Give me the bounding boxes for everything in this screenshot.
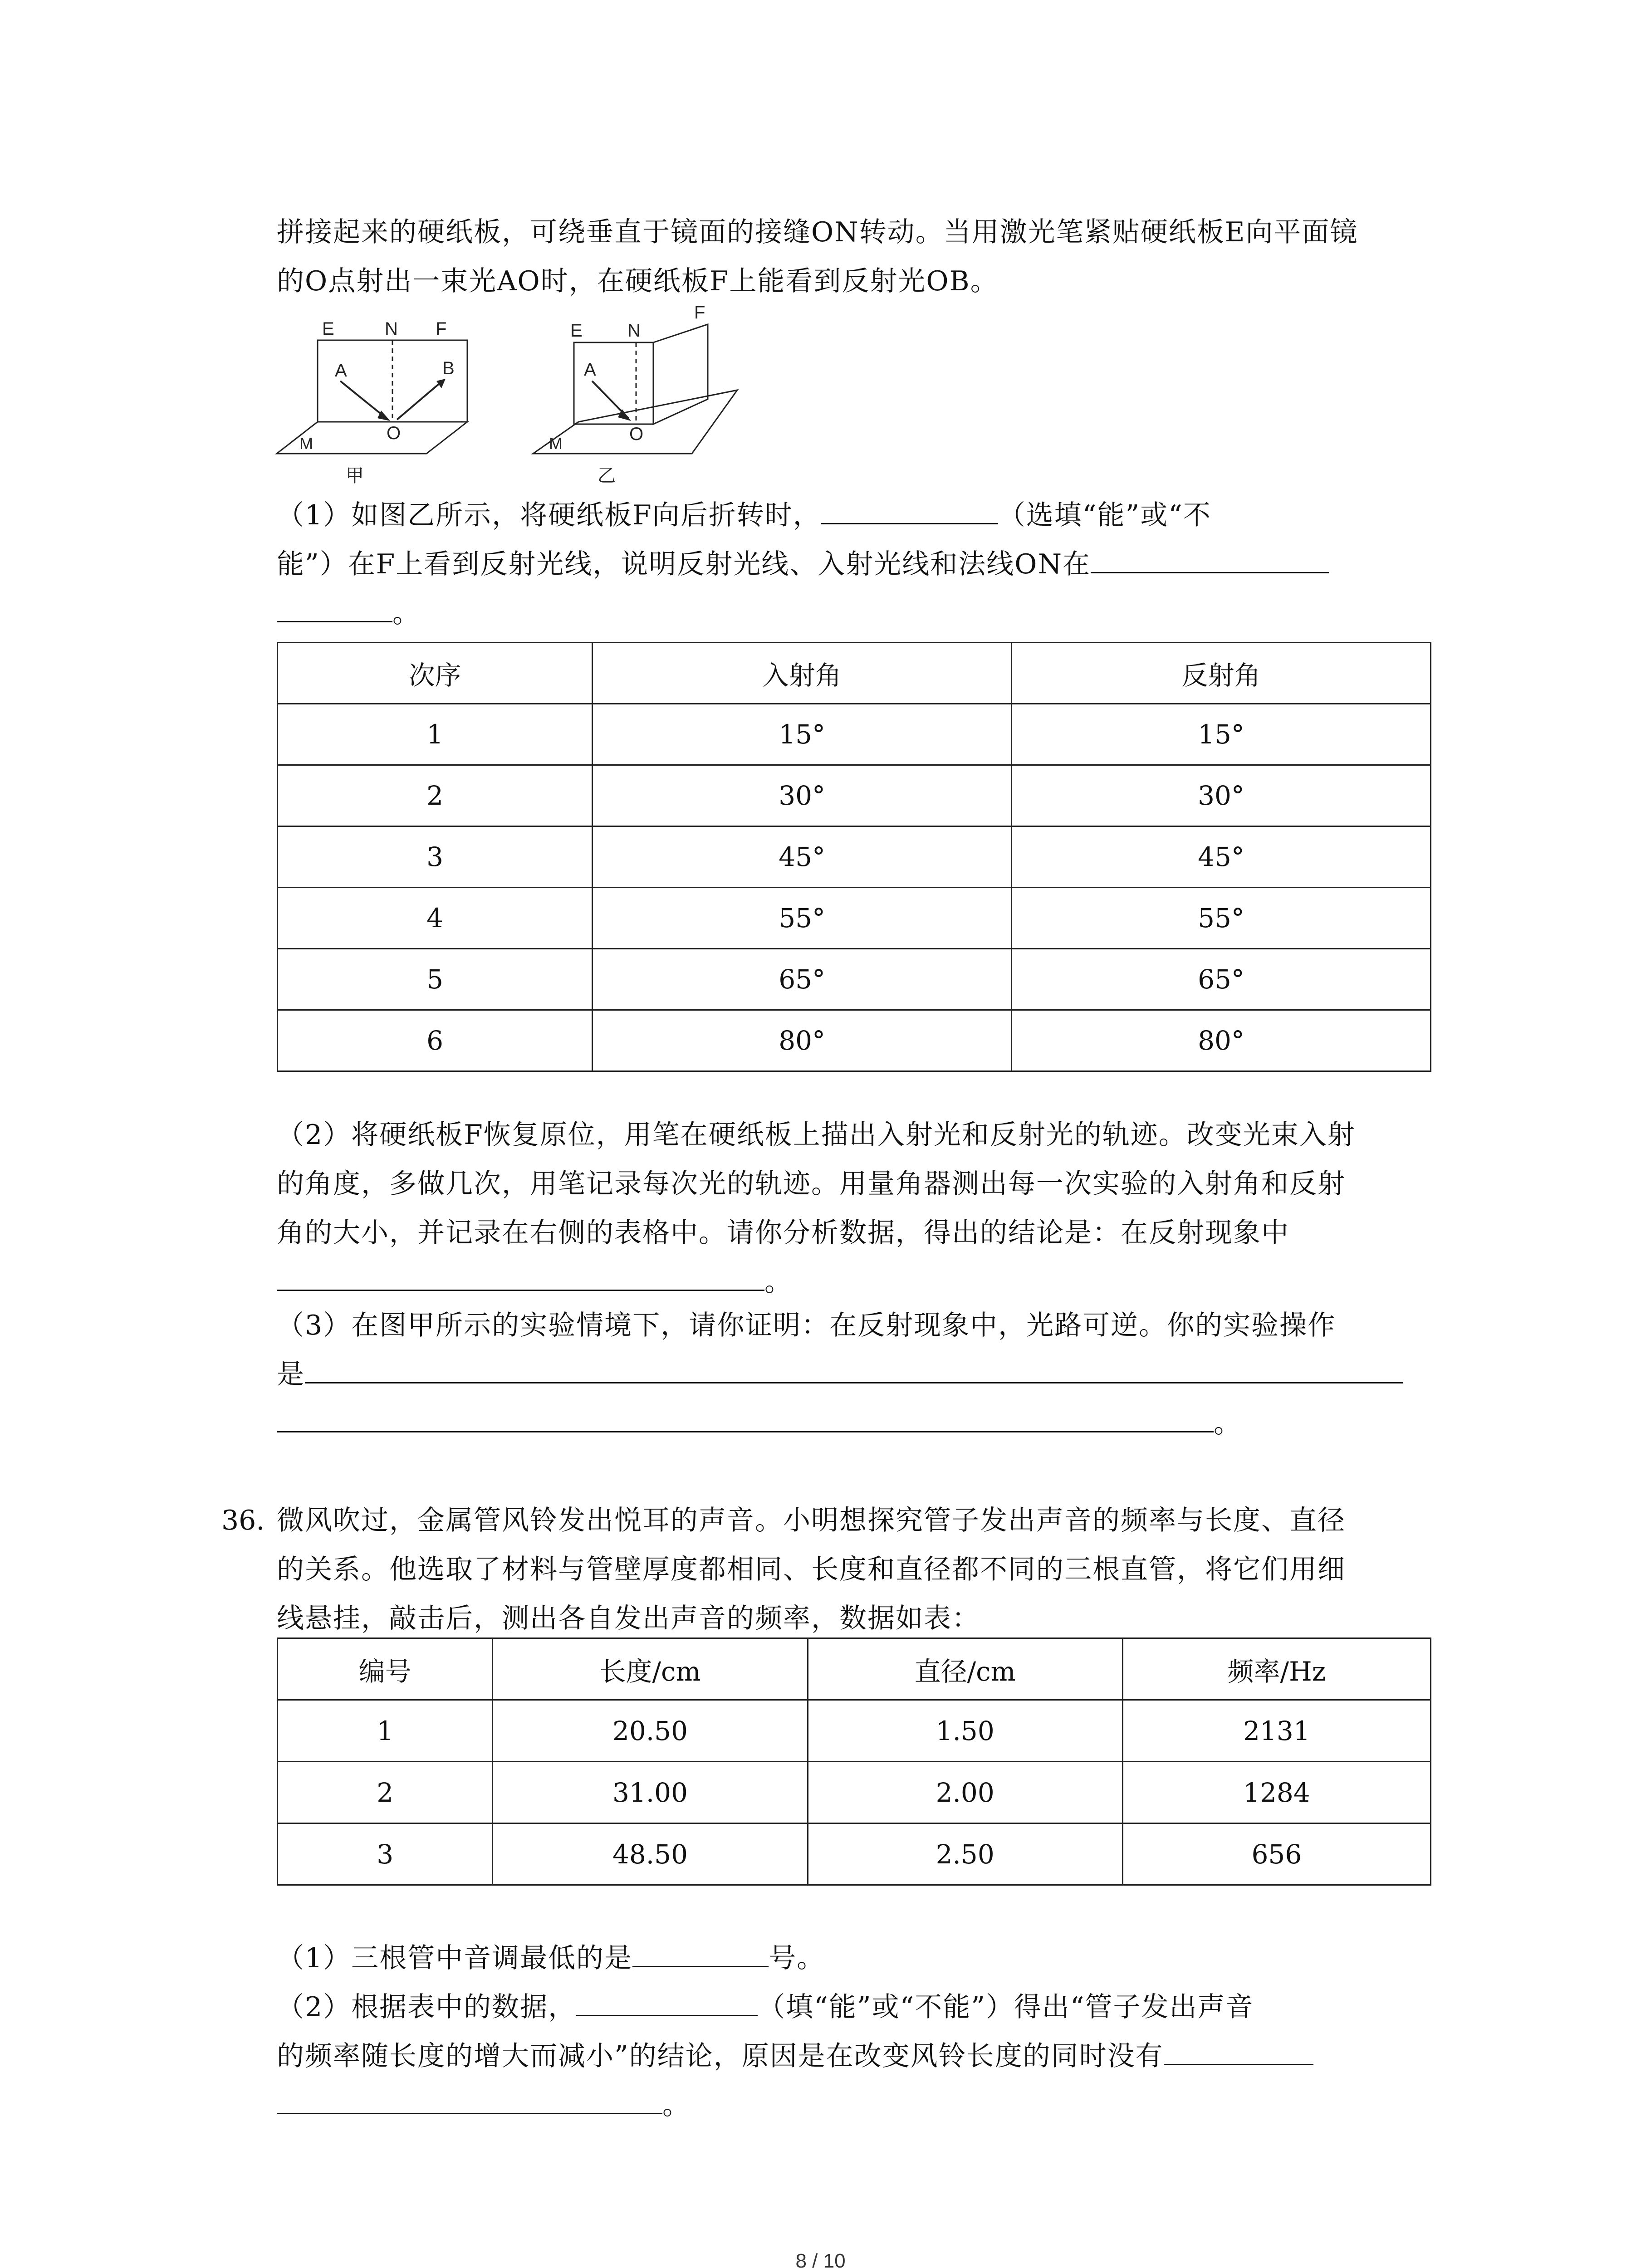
q36-s2-text-a: （2）根据表中的数据， [277,1991,577,2023]
table-cell: 30° [1012,765,1431,826]
q36-s2-text-d: 。 [662,2089,691,2121]
figure-yi [529,299,742,494]
table-header-row [278,1638,1431,1700]
table-header-cell: 长度/cm [493,1638,808,1700]
label-F: F [694,303,705,323]
table-cell: 80° [593,1010,1012,1071]
q36-line-1: 微风吹过，金属管风铃发出悦耳的声音。小明想探究管子发出声音的频率与长度、直径 [277,1505,1346,1536]
q35-p2-line-1: （2）将硬纸板F恢复原位，用笔在硬纸板上描出入射光和反射光的轨迹。改变光束入射 [277,1119,1356,1151]
table-cell: 2 [278,765,593,826]
answer-blank[interactable] [277,1408,1214,1432]
q35-part1 [277,491,1434,638]
table-cell: 30° [593,765,1012,826]
table-cell: 80° [1012,1010,1431,1071]
q35-p3-line-3: 。 [1214,1408,1242,1439]
table-cell: 1.50 [808,1700,1122,1762]
q35-p1-text-d: 。 [392,597,421,629]
table-row [278,826,1431,888]
table-header-cell: 反射角 [1012,643,1431,704]
q35-p3-line-1: （3）在图甲所示的实验情境下，请你证明：在反射现象中，光路可逆。你的实验操作 [277,1310,1336,1341]
q35-p2-line-3: 角的大小，并记录在右侧的表格中。请你分析数据，得出的结论是：在反射现象中 [277,1217,1289,1249]
table-cell: 5 [278,949,593,1010]
table-cell: 2.00 [808,1762,1122,1823]
table-cell: 1284 [1122,1762,1430,1823]
table-cell: 65° [593,949,1012,1010]
q36-s1-text-a: （1）三根管中音调最低的是 [277,1942,633,1974]
table-cell: 31.00 [493,1762,808,1823]
table-row [278,1762,1431,1823]
answer-blank[interactable] [305,1359,1403,1383]
q36-s2-text-c: 的频率随长度的增大而减小”的结论，原因是在改变风铃长度的同时没有 [277,2040,1164,2072]
label-M: M [299,434,313,453]
answer-blank[interactable] [1091,549,1329,573]
answer-blank[interactable] [576,1992,758,2016]
table-cell: 65° [1012,949,1431,1010]
label-A: A [335,361,347,381]
table-row [278,949,1431,1010]
q35-p2-line-2: 的角度，多做几次，用笔记录每次光的轨迹。用量角器测出每一次实验的入射角和反射 [277,1168,1346,1200]
table-header-cell: 编号 [278,1638,493,1700]
table-row [278,704,1431,765]
answer-blank[interactable] [277,598,392,622]
answer-blank[interactable] [632,1943,769,1967]
table-cell: 2.50 [808,1823,1122,1885]
table-row [278,888,1431,949]
table-cell: 2 [278,1762,493,1823]
label-F: F [436,319,447,339]
answer-blank[interactable] [1164,2041,1313,2065]
answer-blank[interactable] [821,500,998,524]
table-cell: 1 [278,1700,493,1762]
q35-p1-text-a: （1）如图乙所示，将硬纸板F向后折转时， [277,499,821,531]
q35-p1-text-b: （选填“能”或“不 [998,499,1211,531]
q35-part3 [277,1301,1434,1448]
label-N: N [627,321,641,341]
table-header-cell: 次序 [278,643,593,704]
q36-line-2: 的关系。他选取了材料与管壁厚度都相同、长度和直径都不同的三根直管，将它们用细 [277,1554,1346,1585]
answer-blank[interactable] [277,2090,662,2114]
table-cell: 15° [1012,704,1431,765]
page-number: 8 / 10 [795,2250,846,2268]
label-E: E [322,319,334,339]
table-cell: 1 [278,704,593,765]
q36-s2-text-b: （填“能”或“不能”）得出“管子发出声音 [758,1991,1254,2023]
label-O: O [387,423,401,443]
label-N: N [385,319,398,339]
table-cell: 656 [1122,1823,1430,1885]
q35-p1-text-c: 能”）在F上看到反射光线，说明反射光线、入射光线和法线ON在 [277,548,1091,580]
table-cell: 4 [278,888,593,949]
table-row [278,1700,1431,1762]
table-row [278,765,1431,826]
table-header-cell: 入射角 [593,643,1012,704]
q35-part2 [277,1110,1434,1306]
label-M: M [549,434,563,453]
table-cell: 6 [278,1010,593,1071]
q36-part2 [277,1983,1434,2130]
table-cell: 3 [278,826,593,888]
label-A: A [584,360,596,380]
intro-line-1: 拼接起来的硬纸板，可绕垂直于镜面的接缝ON转动。当用激光笔紧贴硬纸板E向平面镜 [277,216,1358,248]
q36-s1-text-b: 号。 [769,1942,825,1974]
q35-p3-line-2: 是 [277,1359,305,1390]
figure-jia [272,313,472,494]
table-cell: 55° [1012,888,1431,949]
table-cell: 45° [1012,826,1431,888]
table-cell: 20.50 [493,1700,808,1762]
caption-jia: 甲 [346,466,364,486]
caption-yi: 乙 [598,466,616,486]
label-B: B [442,358,455,378]
q36-part1 [277,1934,1434,1983]
table-header-row [278,643,1431,704]
table-cell: 15° [593,704,1012,765]
table-header-cell: 频率/Hz [1122,1638,1430,1700]
intro-paragraph [277,208,1434,306]
table-header-cell: 直径/cm [808,1638,1122,1700]
reflection-angle-table [277,642,1431,1072]
table-row [278,1823,1431,1885]
table-row [278,1010,1431,1071]
table-cell: 2131 [1122,1700,1430,1762]
q35-p2-line-4: 。 [764,1266,793,1298]
answer-blank[interactable] [277,1267,764,1291]
label-O: O [629,424,644,444]
table-cell: 48.50 [493,1823,808,1885]
q36-line-3: 线悬挂，敲击后，测出各自发出声音的频率，数据如表： [277,1603,980,1634]
wind-chime-frequency-table [277,1637,1431,1886]
question-number: 36. [221,1505,265,1536]
q36-stem [277,1496,1434,1643]
table-cell: 3 [278,1823,493,1885]
table-cell: 45° [593,826,1012,888]
label-E: E [570,321,583,341]
table-cell: 55° [593,888,1012,949]
intro-line-2: 的O点射出一束光AO时，在硬纸板F上能看到反射光OB。 [277,265,999,297]
